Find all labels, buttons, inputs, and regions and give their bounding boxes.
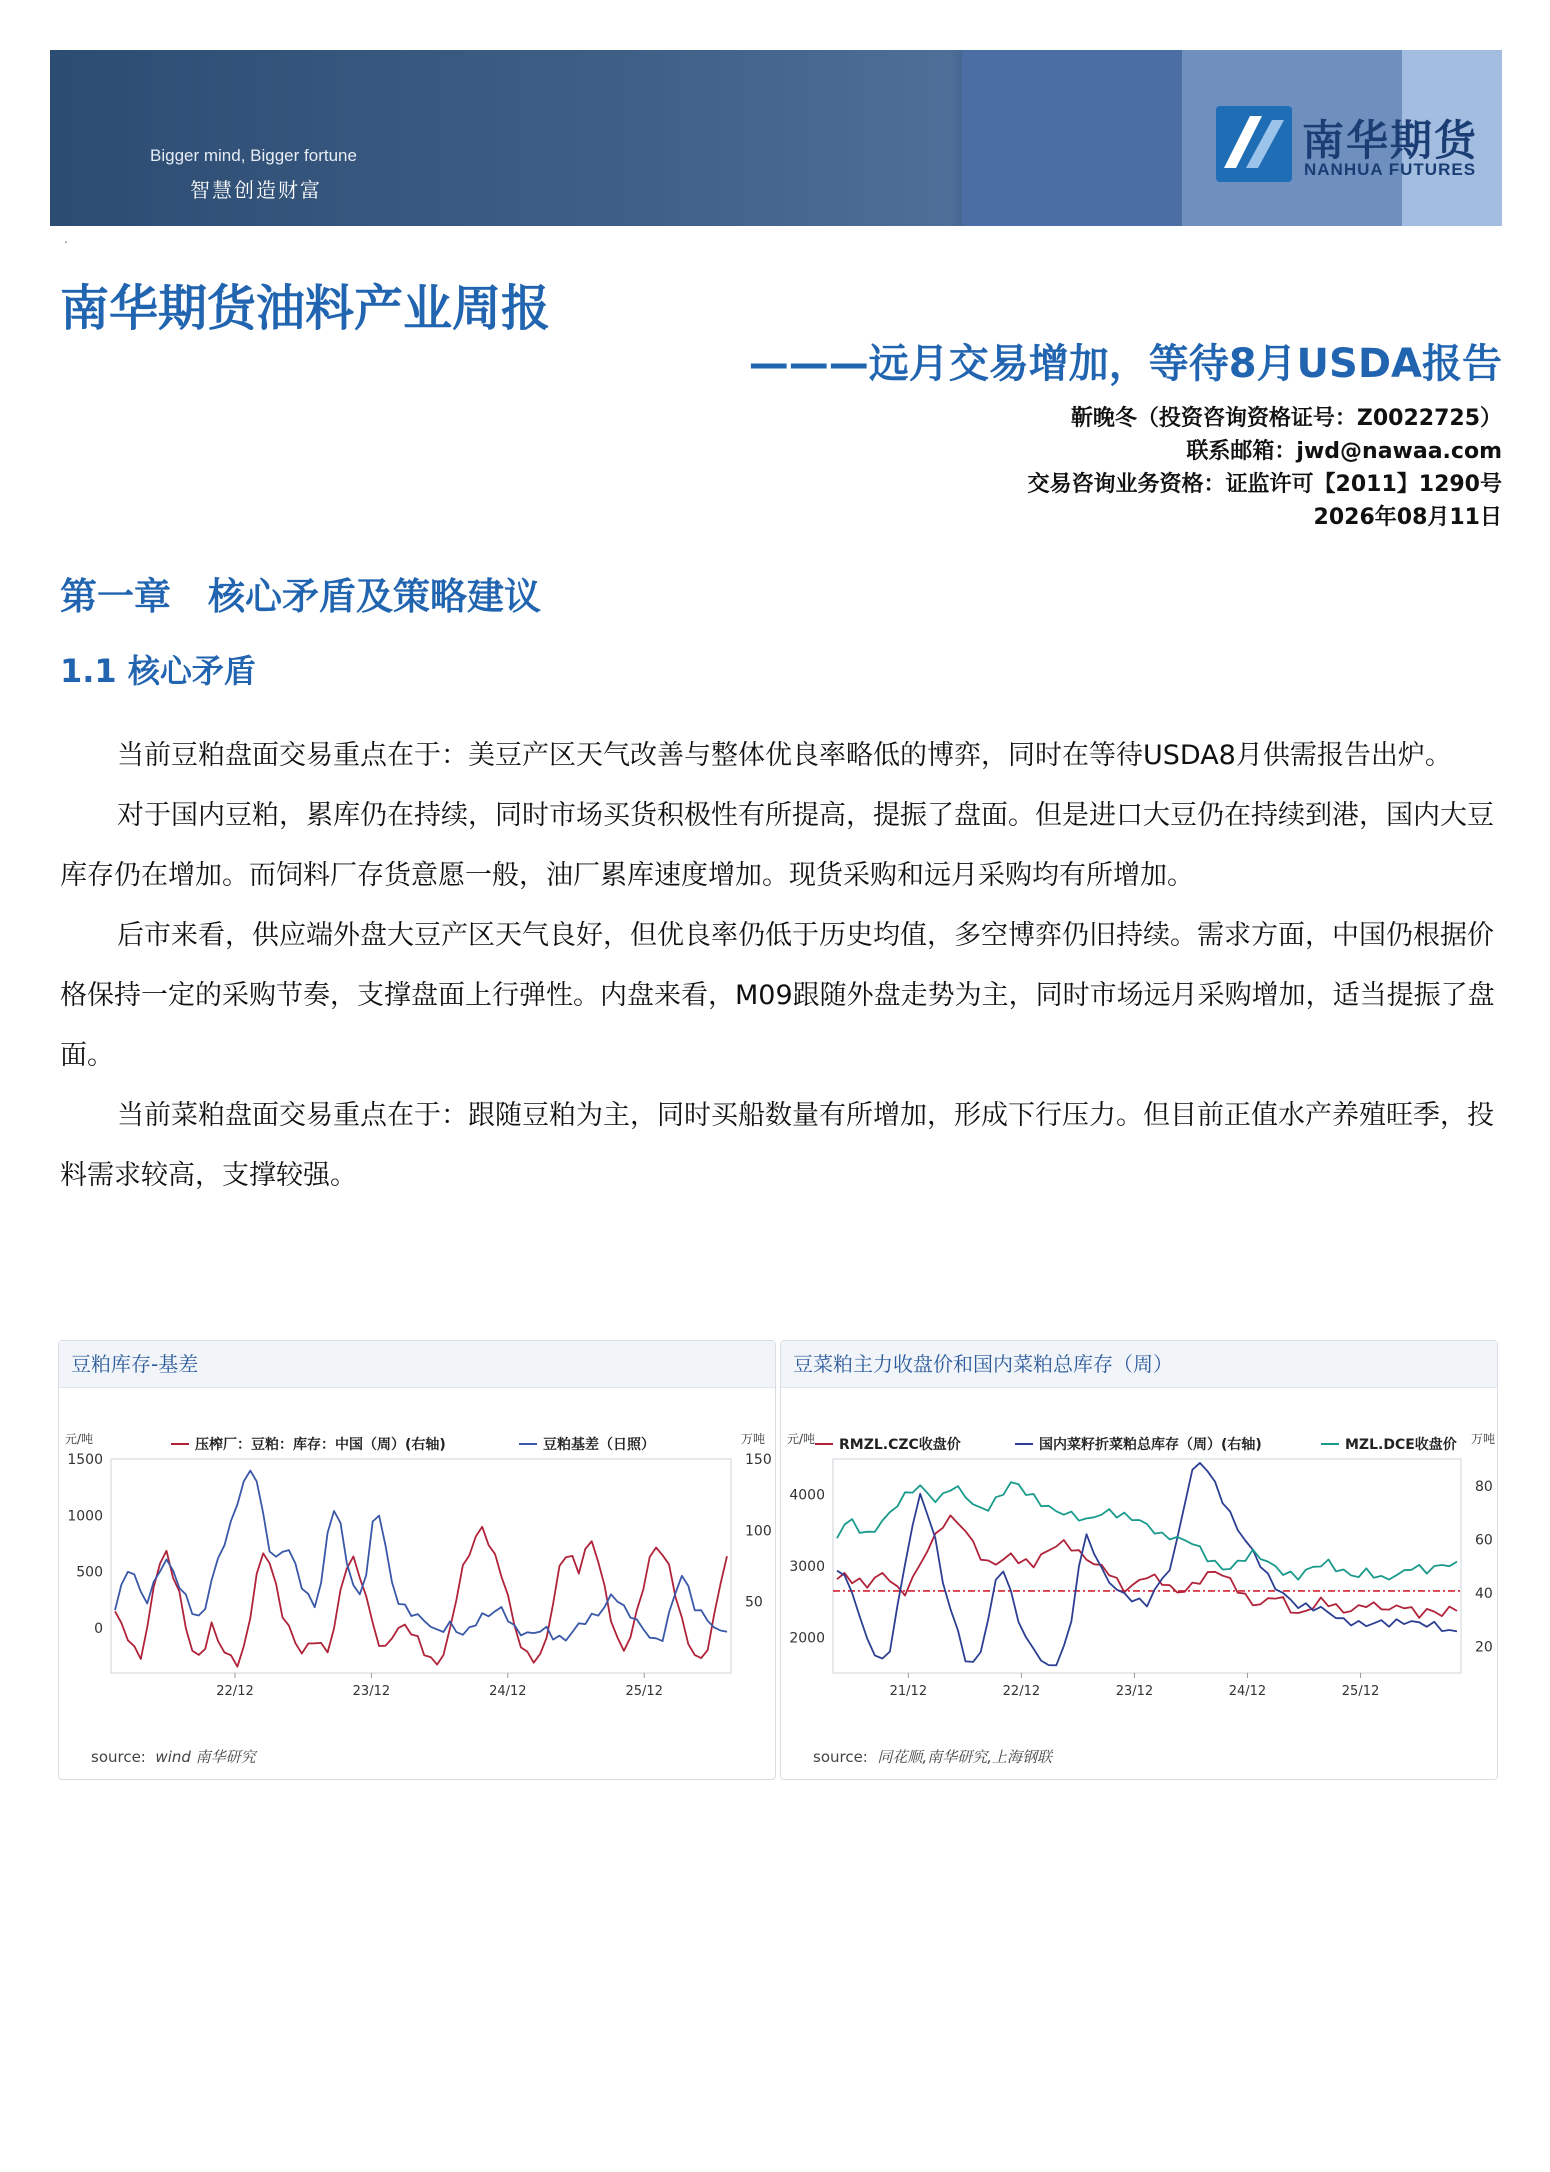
- legend-label: MZL.DCE收盘价: [1345, 1437, 1457, 1453]
- y-tick-label-left: 0: [94, 1620, 103, 1637]
- email-line: 联系邮箱：jwd@nawaa.com: [1186, 439, 1502, 464]
- chart-source: source: wind 南华研究: [91, 1748, 256, 1766]
- left-unit-label: 元/吨: [65, 1432, 94, 1446]
- report-title: 南华期货油料产业周报: [60, 280, 551, 337]
- y-tick-label-left: 3000: [789, 1559, 825, 1575]
- x-tick-label: 24/12: [489, 1684, 527, 1699]
- x-tick-label: 25/12: [1341, 1684, 1380, 1699]
- y-tick-label-right: 50: [745, 1594, 763, 1611]
- series-line-1: [837, 1463, 1457, 1665]
- y-tick-label-right: 100: [745, 1523, 772, 1540]
- plot-frame: [833, 1459, 1461, 1673]
- right-unit-label: 万吨: [1471, 1432, 1496, 1446]
- chapter-heading: 第一章 核心矛盾及策略建议: [60, 575, 541, 618]
- date-line: 2026年08月11日: [1313, 505, 1502, 530]
- slogan-english: Bigger mind, Bigger fortune: [150, 146, 357, 165]
- section-heading: 1.1 核心矛盾: [60, 652, 256, 690]
- y-tick-label-left: 1000: [67, 1508, 103, 1525]
- legend-label: 国内菜籽折菜粕总库存（周）(右轴): [1039, 1437, 1262, 1453]
- chart-meal-price-inventory: [781, 1387, 1497, 1727]
- x-tick-label: 24/12: [1228, 1684, 1267, 1699]
- y-tick-label-left: 4000: [789, 1487, 825, 1504]
- report-meta: [1028, 402, 1502, 534]
- header-banner: [50, 50, 1502, 226]
- y-tick-label-right: 40: [1475, 1585, 1493, 1602]
- series-line-0: [115, 1527, 727, 1667]
- right-unit-label: 万吨: [741, 1432, 766, 1446]
- chart-panel-soymeal: [58, 1340, 776, 1780]
- y-tick-label-right: 20: [1475, 1639, 1493, 1656]
- x-tick-label: 23/12: [1115, 1684, 1154, 1699]
- x-tick-label: 25/12: [625, 1684, 663, 1699]
- body-text: [60, 726, 1500, 1206]
- chart-title: 豆粕库存-基差: [59, 1341, 775, 1388]
- y-tick-label-right: 60: [1475, 1532, 1493, 1549]
- slogan-chinese: 智慧创造财富: [190, 178, 322, 202]
- license-line: 交易咨询业务资格：证监许可【2011】1290号: [1027, 472, 1502, 497]
- series-line-2: [837, 1482, 1457, 1580]
- logo-text-english: NANHUA FUTURES: [1304, 160, 1477, 179]
- chart-panel-rapeseed: [780, 1340, 1498, 1780]
- logo-text-chinese: 南华期货: [1302, 116, 1479, 165]
- y-tick-label-left: 500: [76, 1564, 103, 1581]
- x-tick-label: 21/12: [889, 1684, 928, 1699]
- paragraph: 当前菜粕盘面交易重点在于：跟随豆粕为主，同时买船数量有所增加，形成下行压力。但目前正值水产养殖旺季，投料需求较高，支撑较强。: [60, 1100, 1494, 1191]
- y-tick-label-right: 80: [1475, 1478, 1493, 1495]
- chart-source: source: 同花顺,南华研究,上海钢联: [813, 1748, 1052, 1766]
- legend-label: 豆粕基差（日照）: [543, 1437, 655, 1453]
- report-subtitle: ———远月交易增加，等待8月USDA报告: [748, 341, 1502, 387]
- paragraph: 对于国内豆粕，累库仍在持续，同时市场买货积极性有所提高，提振了盘面。但是进口大豆仍在持续到港，国内大豆库存仍在增加。而饲料厂存货意愿一般，油厂累库速度增加。现货采购和远月采购均有所增加。: [60, 800, 1494, 891]
- paragraph: 当前豆粕盘面交易重点在于：美豆产区天气改善与整体优良率略低的博弈，同时在等待USDA8月供需报告出炉。: [117, 740, 1452, 771]
- x-tick-label: 22/12: [216, 1684, 254, 1699]
- series-line-0: [837, 1515, 1457, 1617]
- x-tick-label: 23/12: [352, 1684, 391, 1699]
- paragraph: 后市来看，供应端外盘大豆产区天气良好，但优良率仍低于历史均值，多空博弈仍旧持续。需求方面，中国仍根据价格保持一定的采购节奏，支撑盘面上行弹性。内盘来看，M09跟随外盘走势为主，同时市场远月采购增加，适当提振了盘面。: [60, 920, 1495, 1071]
- chart-title: 豆菜粕主力收盘价和国内菜粕总库存（周）: [781, 1341, 1497, 1388]
- y-tick-label-right: 150: [745, 1452, 772, 1468]
- nanhua-logo-icon: [1216, 106, 1292, 182]
- banner-band: [962, 50, 1182, 226]
- plot-frame: [111, 1459, 731, 1673]
- y-tick-label-left: 2000: [789, 1630, 825, 1647]
- legend-label: 压榨厂：豆粕：库存：中国（周）(右轴): [195, 1437, 446, 1453]
- chart-soymeal-inventory-basis: [59, 1387, 775, 1727]
- y-tick-label-left: 1500: [67, 1452, 103, 1468]
- page-marker: .: [64, 232, 68, 246]
- legend-label: RMZL.CZC收盘价: [839, 1437, 961, 1453]
- x-tick-label: 22/12: [1002, 1684, 1041, 1699]
- author-line: 靳晚冬（投资咨询资格证号：Z0022725）: [1070, 406, 1502, 431]
- left-unit-label: 元/吨: [787, 1432, 816, 1446]
